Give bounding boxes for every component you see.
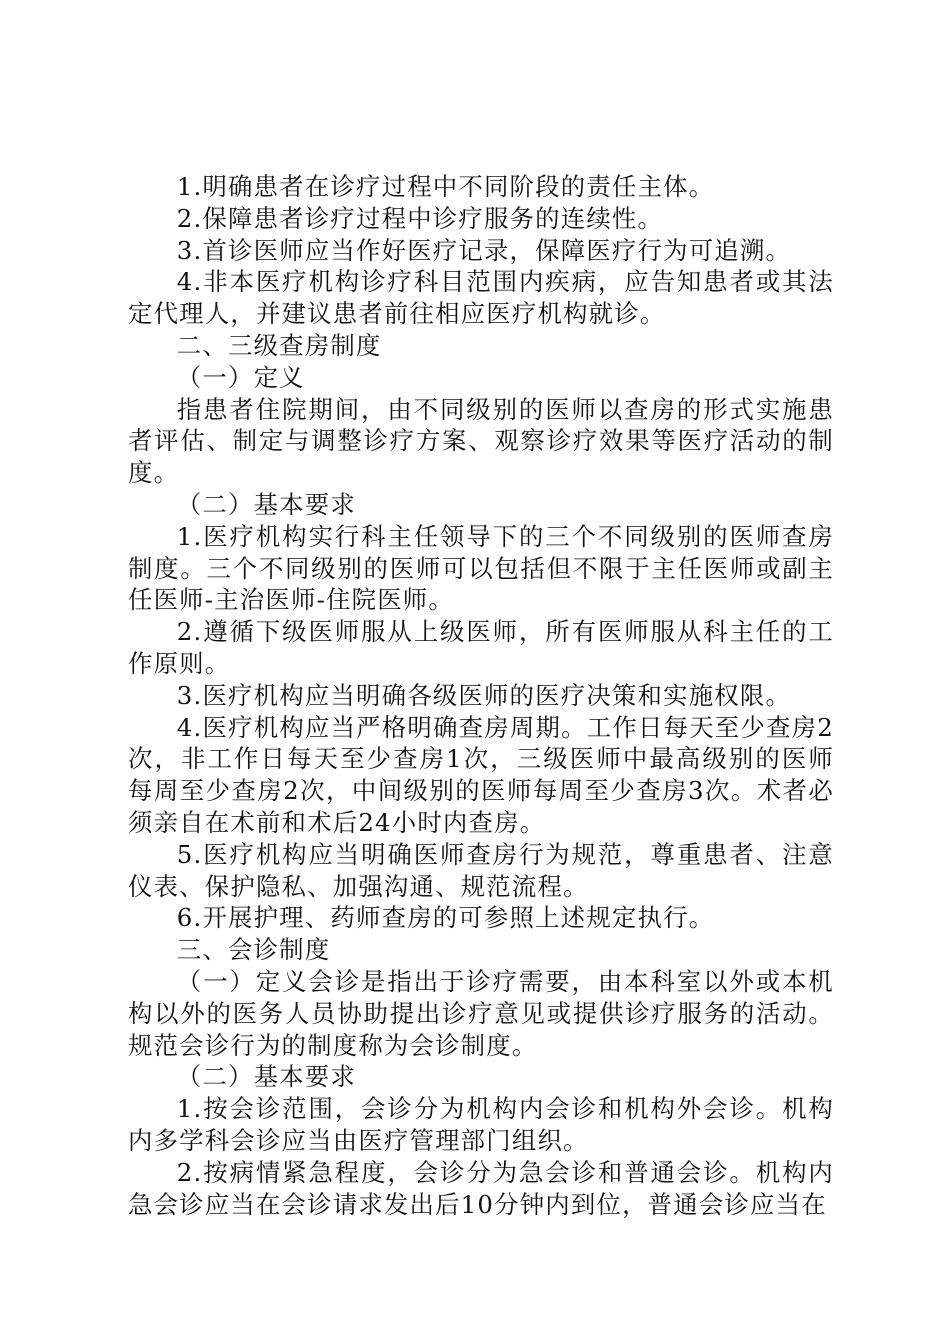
paragraph: 1.明确患者在诊疗过程中不同阶段的责任主体。 bbox=[176, 172, 715, 201]
document-body bbox=[128, 171, 834, 1220]
paragraph: 4.非本医疗机构诊疗科目范围内疾病，应告知患者或其法定代理人，并建议患者前往相应医疗机构就诊。 bbox=[128, 267, 834, 329]
subsection-heading: （二）基本要求 bbox=[176, 489, 356, 519]
section-heading: 二、三级查房制度 bbox=[176, 330, 382, 360]
paragraph: 2.遵循下级医师服从上级医师，所有医师服从科主任的工作原则。 bbox=[128, 617, 834, 678]
section-heading: 三、会诊制度 bbox=[176, 935, 331, 965]
paragraph: 2.保障患者诊疗过程中诊疗服务的连续性。 bbox=[176, 203, 664, 233]
paragraph: 1.医疗机构实行科主任领导下的三个不同级别的医师查房制度。三个不同级别的医师可以包括但不限于主任医师或副主任医师-主治医师-住院医师。 bbox=[128, 521, 834, 615]
paragraph: 指患者住院期间，由不同级别的医师以查房的形式实施患者评估、制定与调整诊疗方案、观察诊疗效果等医疗活动的制度。 bbox=[128, 394, 834, 488]
subsection-heading: （二）基本要求 bbox=[176, 1062, 356, 1092]
paragraph: 3.首诊医师应当作好医疗记录，保障医疗行为可追溯。 bbox=[176, 235, 792, 265]
paragraph: （一）定义会诊是指出于诊疗需要，由本科室以外或本机构以外的医务人员协助提出诊疗意见或提供诊疗服务的活动。规范会诊行为的制度称为会诊制度。 bbox=[128, 966, 834, 1060]
paragraph: 1.按会诊范围，会诊分为机构内会诊和机构外会诊。机构内多学科会诊应当由医疗管理部门组织。 bbox=[128, 1094, 834, 1155]
subsection-heading: （一）定义 bbox=[176, 362, 305, 392]
paragraph: 6.开展护理、药师查房的可参照上述规定执行。 bbox=[176, 903, 715, 933]
paragraph: 3.医疗机构应当明确各级医师的医疗决策和实施权限。 bbox=[176, 680, 792, 710]
paragraph: 2.按病情紧急程度，会诊分为急会诊和普通会诊。机构内急会诊应当在会诊请求发出后10分钟内到位，普通会诊应当在 bbox=[128, 1157, 834, 1219]
paragraph: 5.医疗机构应当明确医师查房行为规范，尊重患者、注意仪表、保护隐私、加强沟通、规范流程。 bbox=[128, 839, 834, 901]
paragraph: 4.医疗机构应当严格明确查房周期。工作日每天至少查房2次，非工作日每天至少查房1次，三级医师中最高级别的医师每周至少查房2次，中间级别的医师每周至少查房3次。术者必须亲自在术前和术后24小时内查房。 bbox=[128, 712, 834, 837]
